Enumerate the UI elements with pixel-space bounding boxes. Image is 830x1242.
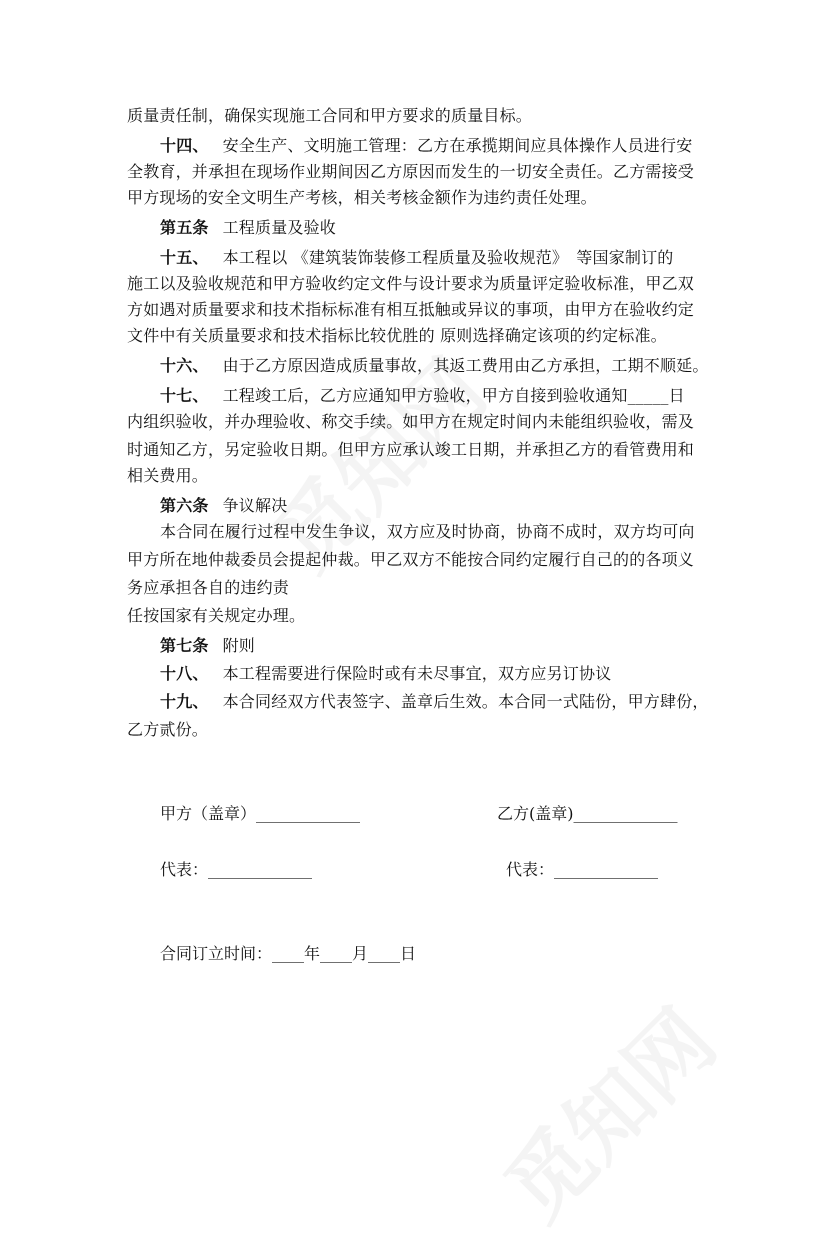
clause-number: 十八、 xyxy=(160,664,209,683)
clause-17 xyxy=(160,386,717,406)
text-line: 时通知乙方，另定验收日期。但甲方应承认竣工日期，并承担乙方的看管费用和 xyxy=(127,440,695,459)
section-5-heading xyxy=(160,218,717,238)
section-number: 第五条 xyxy=(160,218,209,237)
clause-text: 本工程需要进行保险时或有未尽事宜，双方应另订协议 xyxy=(222,664,612,683)
section-title: 附则 xyxy=(222,636,256,655)
clause-text: 安全生产、文明施工管理：乙方在承揽期间应具体操作人员进行安 xyxy=(222,136,693,155)
text-line: 文件中有关质量要求和技术指标比较优胜的 原则选择确定该项的约定标准。 xyxy=(127,326,667,345)
clause-number: 十九、 xyxy=(160,692,209,711)
clause-15 xyxy=(160,248,717,268)
text-line: 任按国家有关规定办理。 xyxy=(127,606,306,625)
clause-number: 十六、 xyxy=(160,356,209,375)
clause-16 xyxy=(160,356,717,376)
clause-18 xyxy=(160,664,717,684)
section-title: 工程质量及验收 xyxy=(222,218,337,237)
text-line: 相关费用。 xyxy=(127,466,209,485)
text-line: 务应承担各自的违约责 xyxy=(127,578,290,597)
text-line: 质量责任制，确保实现施工合同和甲方要求的质量目标。 xyxy=(127,106,533,125)
text-line: 甲方所在地仲裁委员会提起仲裁。甲乙双方不能按合同约定履行自己的的各项义 xyxy=(127,550,695,569)
party-b-seal-field: 乙方(盖章)_____________ xyxy=(497,804,678,823)
watermark-bottom xyxy=(474,979,738,1242)
contract-date-field: 合同订立时间：____年____月____日 xyxy=(160,944,417,963)
party-a-representative-field: 代表：_____________ xyxy=(160,860,313,879)
party-a-seal-field: 甲方（盖章）_____________ xyxy=(160,804,361,823)
clause-number: 十七、 xyxy=(160,386,209,405)
clause-number: 十四、 xyxy=(160,136,209,155)
clause-text: 工程竣工后，乙方应通知甲方验收，甲方自接到验收通知_____日 xyxy=(222,386,685,405)
clause-text: 本合同经双方代表签字、盖章后生效。本合同一式陆份，甲方肆份， xyxy=(222,692,709,711)
text-line: 内组织验收，并办理验收、称交手续。如甲方在规定时间内未能组织验收，需及 xyxy=(127,412,695,431)
clause-19 xyxy=(160,692,717,712)
text-line: 甲方现场的安全文明生产考核，相关考核金额作为违约责任处理。 xyxy=(127,188,597,207)
text-line: 乙方贰份。 xyxy=(127,720,209,739)
text-line: 方如遇对质量要求和技术指标标准有相互抵触或异议的事项，由甲方在验收约定 xyxy=(127,300,695,319)
section-number: 第七条 xyxy=(160,636,209,655)
clause-number: 十五、 xyxy=(160,248,209,267)
clause-text: 本工程以 《建筑装饰装修工程质量及验收规范》 等国家制订的 xyxy=(222,248,674,267)
text-line: 本合同在履行过程中发生争议，双方应及时协商，协商不成时，双方均可向 xyxy=(160,522,695,541)
section-7-heading xyxy=(160,636,717,656)
clause-text: 由于乙方原因造成质量事故，其返工费用由乙方承担，工期不顺延。 xyxy=(222,356,709,375)
section-title: 争议解决 xyxy=(222,496,288,515)
section-number: 第六条 xyxy=(160,496,209,515)
clause-14 xyxy=(160,136,717,156)
text-line: 施工以及验收规范和甲方验收约定文件与设计要求为质量评定验收标准，甲乙双 xyxy=(127,274,695,293)
section-6-heading xyxy=(160,496,717,516)
text-line: 全教育，并承担在现场作业期间因乙方原因而发生的一切安全责任。乙方需接受 xyxy=(127,162,695,181)
party-b-representative-field: 代表：_____________ xyxy=(506,860,659,879)
